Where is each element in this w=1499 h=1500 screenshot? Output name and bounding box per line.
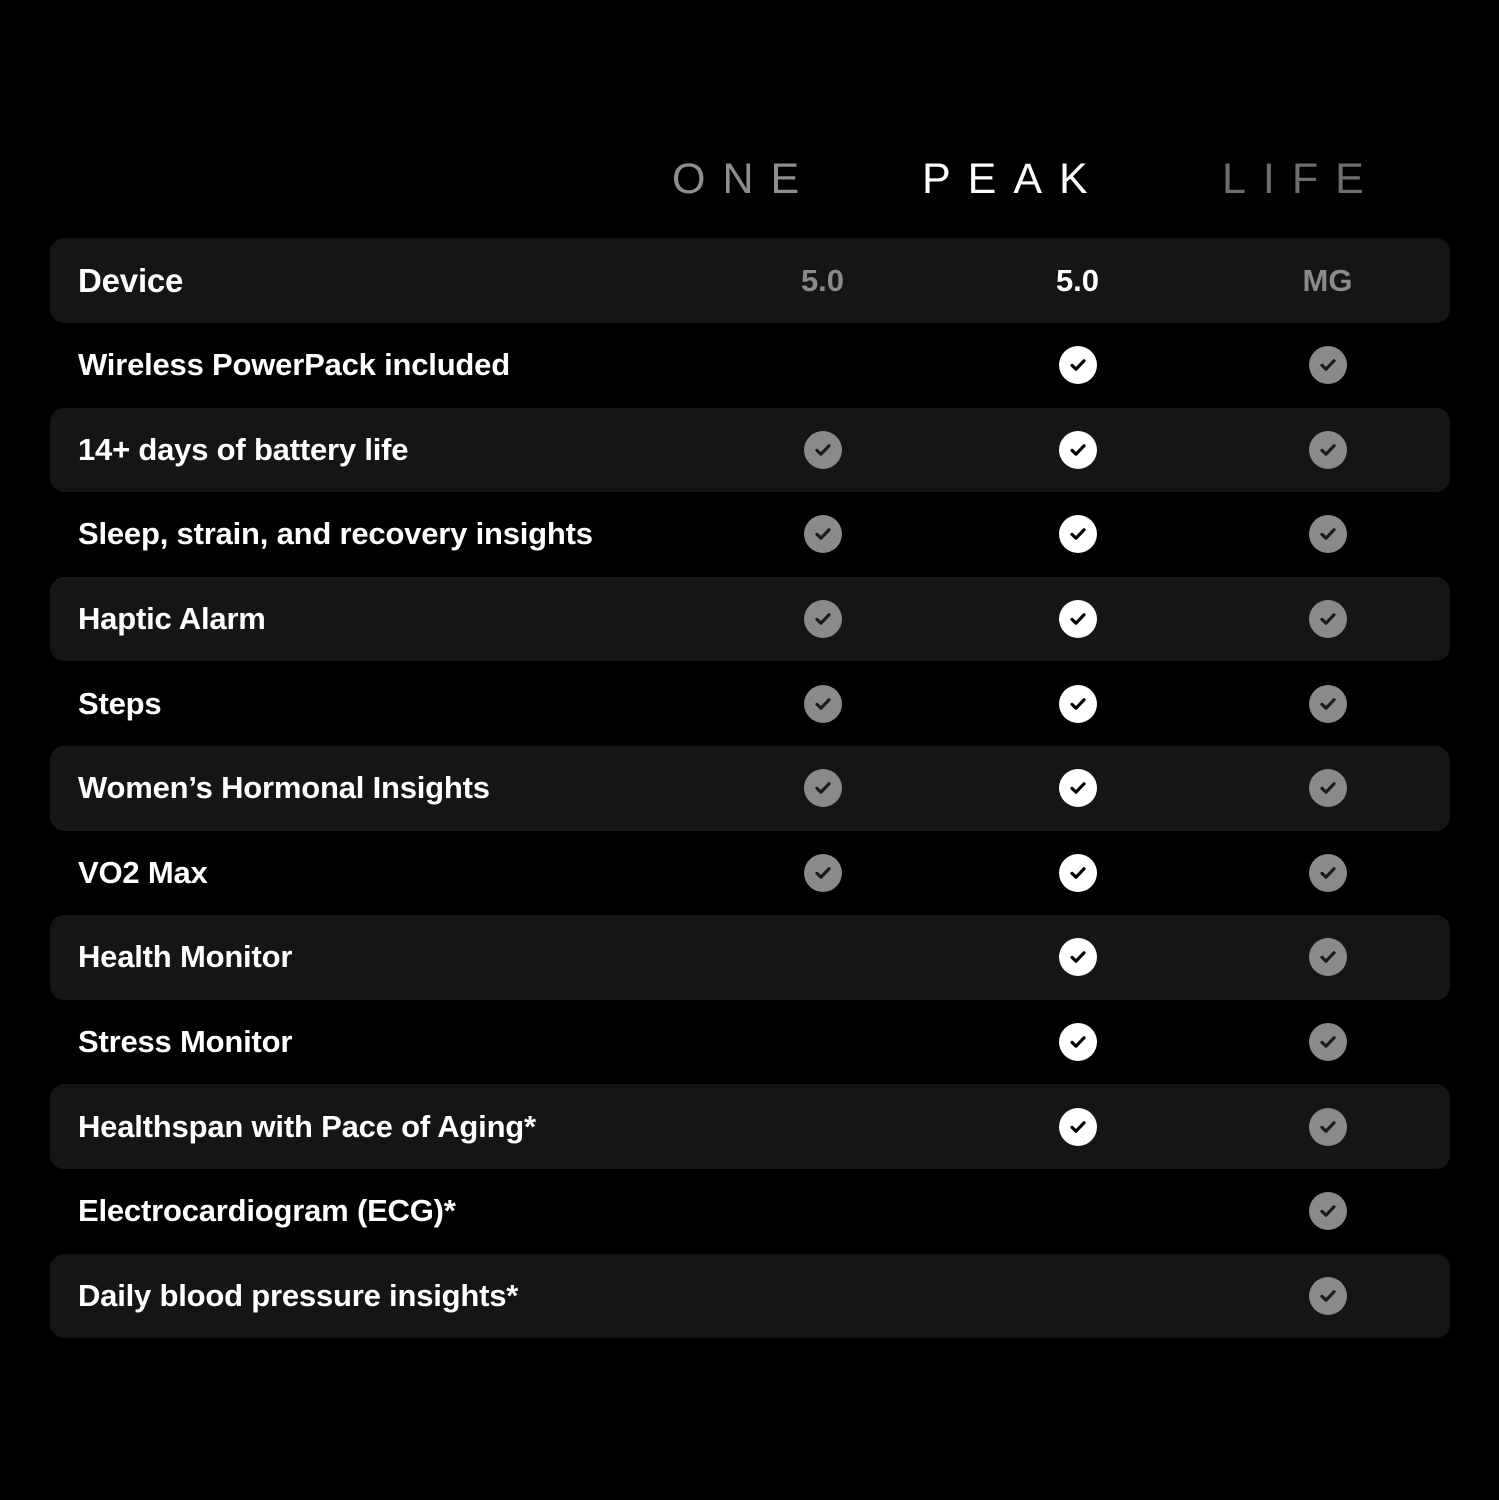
- check-circle-icon: [1309, 769, 1347, 807]
- check-circle-icon: [1309, 1277, 1347, 1315]
- table-row: [50, 915, 1450, 1000]
- cell-one: [695, 323, 950, 408]
- header-col-one: [695, 238, 950, 323]
- table-row: [50, 1254, 1450, 1339]
- feature-comparison-table: [50, 238, 1450, 1338]
- check-circle-icon: [1309, 938, 1347, 976]
- check-circle-icon: [804, 685, 842, 723]
- cell-one: [695, 746, 950, 831]
- feature-label: Haptic Alarm: [78, 601, 266, 637]
- feature-label: Stress Monitor: [78, 1024, 293, 1060]
- feature-label: Women’s Hormonal Insights: [78, 770, 490, 806]
- cell-one: [695, 1000, 950, 1085]
- check-circle-icon: [1309, 1108, 1347, 1146]
- cell-one: [695, 661, 950, 746]
- cell-life: [1205, 1169, 1450, 1254]
- table-row: [50, 408, 1450, 493]
- feature-label: Daily blood pressure insights*: [78, 1277, 519, 1313]
- feature-label: Wireless PowerPack included: [78, 347, 510, 383]
- header-col-life: [1205, 238, 1450, 323]
- cell-peak: [950, 746, 1205, 831]
- cell-life: [1205, 323, 1450, 408]
- feature-label: VO2 Max: [78, 854, 208, 890]
- header-col-peak-label: 5.0: [1055, 262, 1100, 298]
- cell-peak: [950, 1084, 1205, 1169]
- brand-header: [0, 140, 1499, 218]
- check-circle-icon: [1309, 346, 1347, 384]
- table-row: [50, 577, 1450, 662]
- header-col-peak: [950, 238, 1205, 323]
- cell-peak: [950, 661, 1205, 746]
- cell-one: [695, 577, 950, 662]
- feature-label: Electrocardiogram (ECG)*: [78, 1193, 456, 1229]
- cell-life: [1205, 661, 1450, 746]
- feature-label: Sleep, strain, and recovery insights: [78, 516, 593, 552]
- check-circle-icon: [1309, 854, 1347, 892]
- check-circle-icon: [1059, 600, 1097, 638]
- cell-peak: [950, 831, 1205, 916]
- cell-peak: [950, 1254, 1205, 1339]
- cell-one: [695, 915, 950, 1000]
- cell-life: [1205, 408, 1450, 493]
- table-row: [50, 1169, 1450, 1254]
- cell-life: [1205, 915, 1450, 1000]
- table-row: [50, 746, 1450, 831]
- check-circle-icon: [1059, 1023, 1097, 1061]
- cell-peak: [950, 323, 1205, 408]
- check-circle-icon: [804, 854, 842, 892]
- check-circle-icon: [804, 431, 842, 469]
- feature-label: Healthspan with Pace of Aging*: [78, 1108, 536, 1144]
- cell-life: [1205, 1254, 1450, 1339]
- cell-peak: [950, 915, 1205, 1000]
- cell-life: [1205, 1000, 1450, 1085]
- table-row: [50, 1000, 1450, 1085]
- cell-one: [695, 831, 950, 916]
- cell-life: [1205, 1084, 1450, 1169]
- cell-peak: [950, 1169, 1205, 1254]
- check-circle-icon: [1059, 431, 1097, 469]
- table-row: [50, 1084, 1450, 1169]
- cell-peak: [950, 408, 1205, 493]
- table-header-row: [50, 238, 1450, 323]
- cell-life: [1205, 831, 1450, 916]
- check-circle-icon: [804, 769, 842, 807]
- cell-peak: [950, 1000, 1205, 1085]
- table-row: [50, 323, 1450, 408]
- table-row: [50, 661, 1450, 746]
- cell-life: [1205, 492, 1450, 577]
- cell-one: [695, 408, 950, 493]
- cell-one: [695, 1169, 950, 1254]
- check-circle-icon: [1309, 685, 1347, 723]
- cell-one: [695, 1254, 950, 1339]
- feature-label: Health Monitor: [78, 939, 293, 975]
- brand-word-life: LIFE: [1222, 154, 1381, 203]
- brand-word-one: ONE: [672, 154, 817, 203]
- cell-life: [1205, 746, 1450, 831]
- feature-label: 14+ days of battery life: [78, 431, 409, 467]
- check-circle-icon: [804, 515, 842, 553]
- check-circle-icon: [1059, 515, 1097, 553]
- check-circle-icon: [1059, 769, 1097, 807]
- check-circle-icon: [1059, 854, 1097, 892]
- check-circle-icon: [1059, 938, 1097, 976]
- table-row: [50, 492, 1450, 577]
- table-row: [50, 831, 1450, 916]
- check-circle-icon: [1309, 515, 1347, 553]
- brand-word-peak: PEAK: [922, 154, 1105, 203]
- feature-label: Steps: [78, 685, 162, 721]
- check-circle-icon: [1309, 431, 1347, 469]
- cell-life: [1205, 577, 1450, 662]
- check-circle-icon: [1059, 346, 1097, 384]
- check-circle-icon: [1309, 1023, 1347, 1061]
- check-circle-icon: [1309, 1192, 1347, 1230]
- check-circle-icon: [1059, 685, 1097, 723]
- header-col-life-label: MG: [1302, 262, 1353, 298]
- cell-one: [695, 1084, 950, 1169]
- header-label: Device: [78, 261, 184, 299]
- cell-peak: [950, 577, 1205, 662]
- check-circle-icon: [804, 600, 842, 638]
- cell-one: [695, 492, 950, 577]
- check-circle-icon: [1309, 600, 1347, 638]
- header-col-one-label: 5.0: [800, 262, 845, 298]
- cell-peak: [950, 492, 1205, 577]
- check-circle-icon: [1059, 1108, 1097, 1146]
